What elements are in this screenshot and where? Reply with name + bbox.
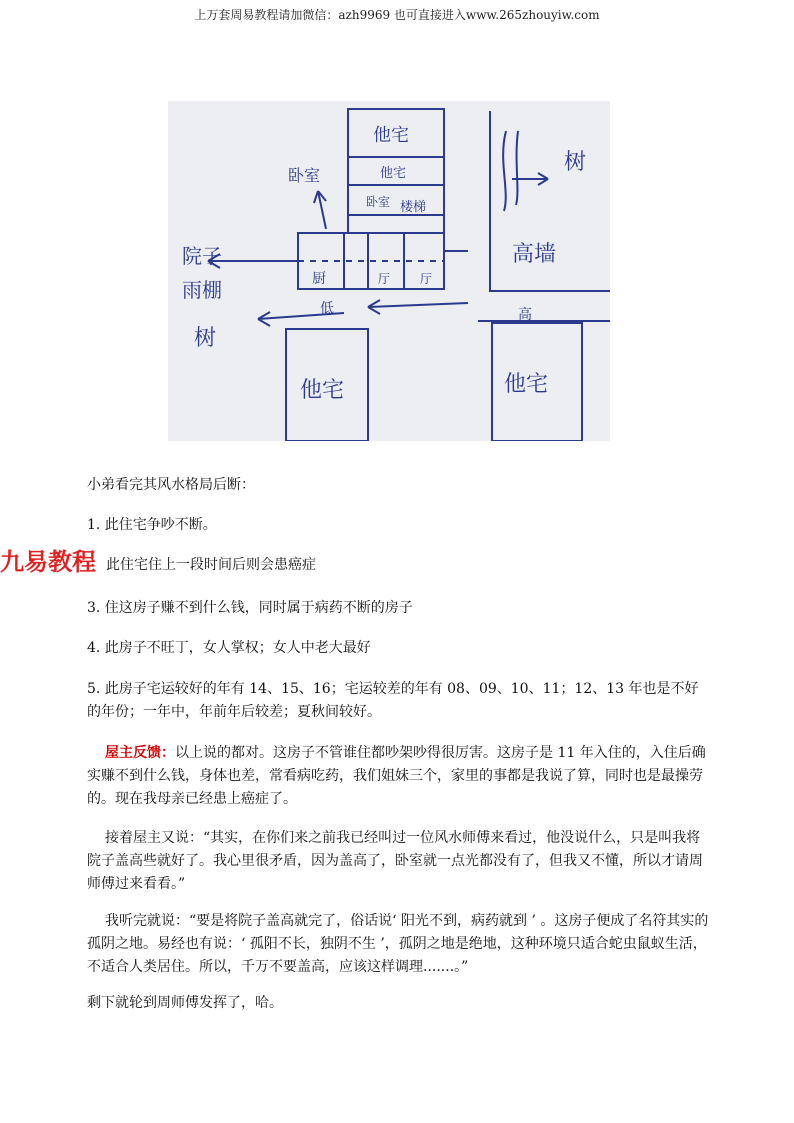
sketch-label-other-house-2: 他宅 bbox=[380, 166, 407, 181]
item-1: 1. 此住宅争吵不断。 bbox=[87, 517, 217, 533]
sketch-label-staircase: 楼梯 bbox=[400, 200, 427, 215]
sketch-label-other-house-bottom-left: 他宅 bbox=[300, 378, 345, 403]
item-5: 5. 此房子宅运较好的年有 14、15、16；宅运较差的年有 08、09、10、11；12、13 年也是不好的年份；一年中，年前年后较差；夏秋间较好。 bbox=[87, 681, 699, 720]
sketch-drawing bbox=[168, 101, 610, 441]
sketch-label-tree-right: 树 bbox=[564, 150, 587, 175]
owner-paragraph: 接着屋主又说：“其实，在你们来之前我已经叫过一位风水师傅来看过，他没说什么，只是叫我将院子盖高些就好了。我心里很矛盾，因为盖高了，卧室就一点光都没有了，但我又不懂，所以才请周师傅过来看看。” bbox=[87, 830, 703, 892]
reply-paragraph: 我听完就说：“要是将院子盖高就完了，俗话说‘ 阳光不到，病药就到 ’ 。这房子便成了名符其实的孤阴之地。易经也有说：‘ 孤阳不长，独阴不生 ’，孤阴之地是绝地，这种环境只适合蛇虫鼠蚁生活，不适合人类居住。所以，千万不要盖高，应该这样调理.......。” bbox=[87, 913, 709, 975]
intro-text: 小弟看完其风水格局后断： bbox=[87, 477, 255, 493]
sketch-label-yard: 院子 bbox=[182, 244, 222, 268]
page-header: 上万套周易教程请加微信：azh9969 也可直接进入www.265zhouyiw.com bbox=[194, 8, 600, 22]
item-4: 4. 此房子不旺丁，女人掌权；女人中老大最好 bbox=[87, 640, 371, 656]
floor-plan-sketch bbox=[168, 101, 610, 441]
closing-text: 剩下就轮到周师傅发挥了，哈。 bbox=[87, 995, 283, 1011]
watermark-logo: 九易教程 bbox=[0, 548, 96, 576]
sketch-label-living: 厅 bbox=[378, 272, 391, 286]
item-2: 此住宅住上一段时间后则会患癌症 bbox=[106, 557, 316, 573]
sketch-label-low-mark: 低 bbox=[320, 301, 334, 317]
sketch-label-high-mark: 高 bbox=[518, 307, 532, 323]
item-3: 3. 住这房子赚不到什么钱，同时属于病药不断的房子 bbox=[87, 600, 413, 616]
sketch-label-awning: 雨棚 bbox=[182, 278, 222, 302]
sketch-label-bedroom: 卧室 bbox=[288, 166, 321, 185]
sketch-label-high-wall: 高墙 bbox=[512, 242, 557, 267]
sketch-label-bedroom-small: 卧室 bbox=[366, 195, 391, 209]
sketch-label-other-house-bottom-right: 他宅 bbox=[504, 372, 549, 397]
sketch-label-other-house-top: 他宅 bbox=[373, 125, 409, 146]
sketch-label-tree-left: 树 bbox=[194, 326, 217, 351]
sketch-label-kitchen: 厨 bbox=[312, 271, 326, 287]
feedback-label: 屋主反馈： bbox=[105, 745, 175, 761]
feedback-paragraph bbox=[87, 742, 709, 811]
sketch-label-hall: 厅 bbox=[420, 272, 433, 286]
feedback-text: 以上说的都对。这房子不管谁住都吵架吵得很厉害。这房子是 11 年入住的，入住后确实赚不到什么钱，身体也差，常看病吃药，我们姐妹三个，家里的事都是我说了算，同时也是最操劳的。现在我母亲已经患上癌症了。 bbox=[87, 745, 706, 807]
